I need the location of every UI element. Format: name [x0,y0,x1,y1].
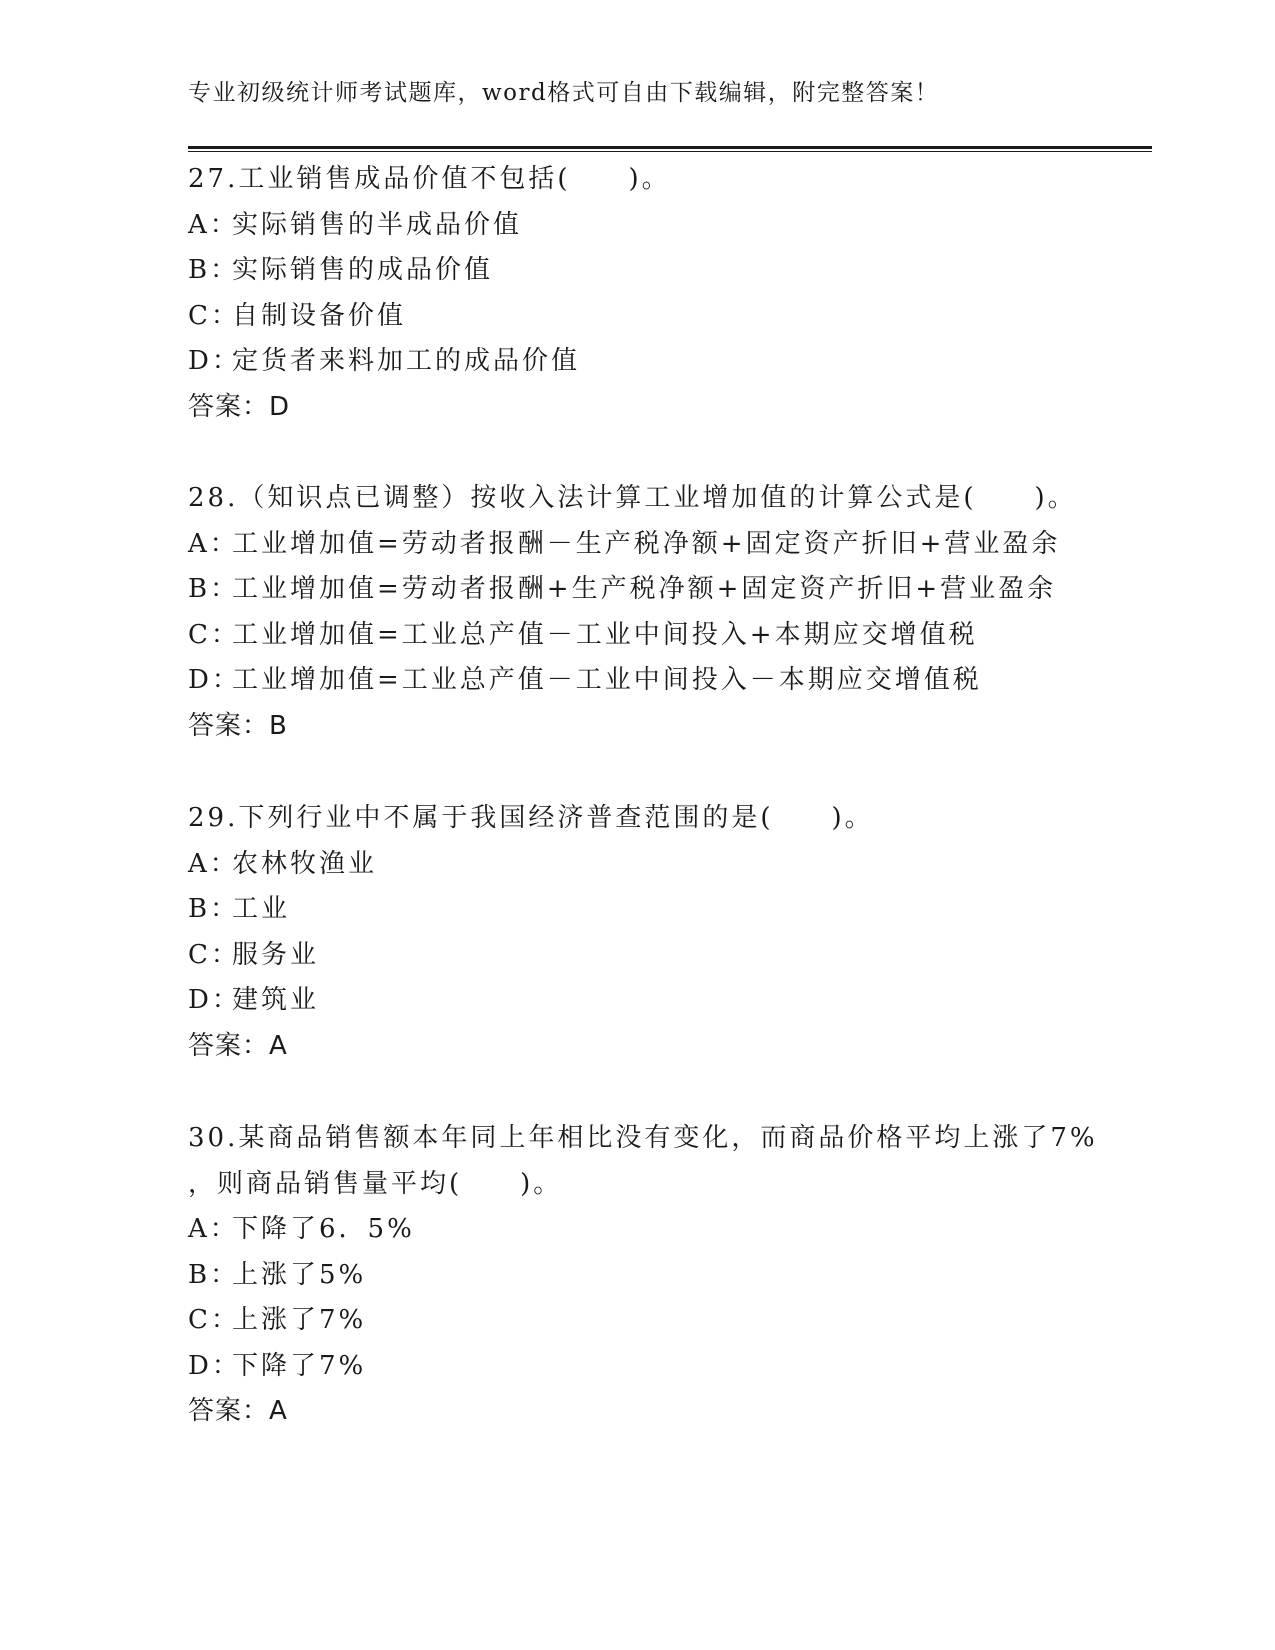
option-text: 下降了7% [232,1350,367,1381]
question-27 [188,157,1148,430]
option-text: 工业增加值=劳动者报酬+生产税净额+固定资产折旧+营业盈余 [232,574,1057,604]
option-key: D： [188,985,241,1015]
option-c [188,933,1148,979]
option-a [188,522,1148,568]
option-text: 定货者来料加工的成品价值 [232,346,581,376]
option-text: 实际销售的半成品价值 [232,209,523,240]
question-stem: 29.下列行业中不属于我国经济普查范围的是( )。 [188,803,874,833]
answer-line: 答案：B [188,710,288,741]
option-a [188,1207,1148,1253]
option-text: 农林牧渔业 [232,848,378,879]
option-key: D： [188,1350,241,1381]
answer-line: 答案：D [188,391,291,422]
question-stem: 28.（知识点已调整）按收入法计算工业增加值的计算公式是( )。 [188,483,1077,513]
question-30 [188,1116,1148,1435]
option-b [188,1253,1148,1299]
option-b [188,248,1148,294]
option-text: 工业增加值=工业总产值－工业中间投入－本期应交增值税 [232,665,982,695]
option-d [188,658,1148,704]
option-d [188,978,1148,1024]
option-key: B： [188,1259,240,1290]
option-key: B： [188,255,240,285]
option-key: A： [188,1214,239,1244]
option-b [188,887,1148,933]
option-d [188,1344,1148,1390]
question-29 [188,796,1148,1069]
option-key: C： [188,619,240,650]
option-key: C： [188,939,240,970]
page-header: 专业初级统计师考试题库，word格式可自由下载编辑，附完整答案！ [188,80,940,106]
option-text: 上涨了7% [232,1305,367,1335]
option-key: C： [188,300,240,331]
option-text: 服务业 [232,939,320,970]
option-key: A： [188,209,239,240]
option-a [188,842,1148,888]
header-divider [188,146,1152,152]
option-text: 下降了6．5% [232,1214,415,1244]
option-key: D： [188,665,241,695]
option-text: 建筑业 [232,985,320,1015]
option-text: 工业增加值=工业总产值－工业中间投入+本期应交增值税 [232,619,978,650]
option-key: B： [188,574,240,604]
option-key: B： [188,894,240,924]
answer-line: 答案：A [188,1396,288,1426]
question-stem: 30.某商品销售额本年同上年相比没有变化，而商品价格平均上涨了7% [188,1123,1098,1153]
option-d [188,339,1148,385]
option-text: 工业增加值=劳动者报酬－生产税净额+固定资产折旧+营业盈余 [232,528,1061,559]
option-c [188,294,1148,340]
option-key: A： [188,848,239,879]
option-c [188,613,1148,659]
question-stem: 27.工业销售成品价值不包括( )。 [188,164,671,194]
option-c [188,1298,1148,1344]
option-text: 工业 [232,894,291,924]
answer-line: 答案：A [188,1030,288,1061]
option-key: A： [188,528,239,559]
option-text: 自制设备价值 [232,300,407,331]
option-text: 上涨了5% [232,1259,367,1290]
option-b [188,567,1148,613]
question-stem-continuation: ，则商品销售量平均( )。 [188,1168,563,1199]
option-key: C： [188,1305,240,1335]
question-28 [188,476,1148,749]
option-key: D： [188,346,241,376]
option-text: 实际销售的成品价值 [232,255,494,285]
option-a [188,203,1148,249]
